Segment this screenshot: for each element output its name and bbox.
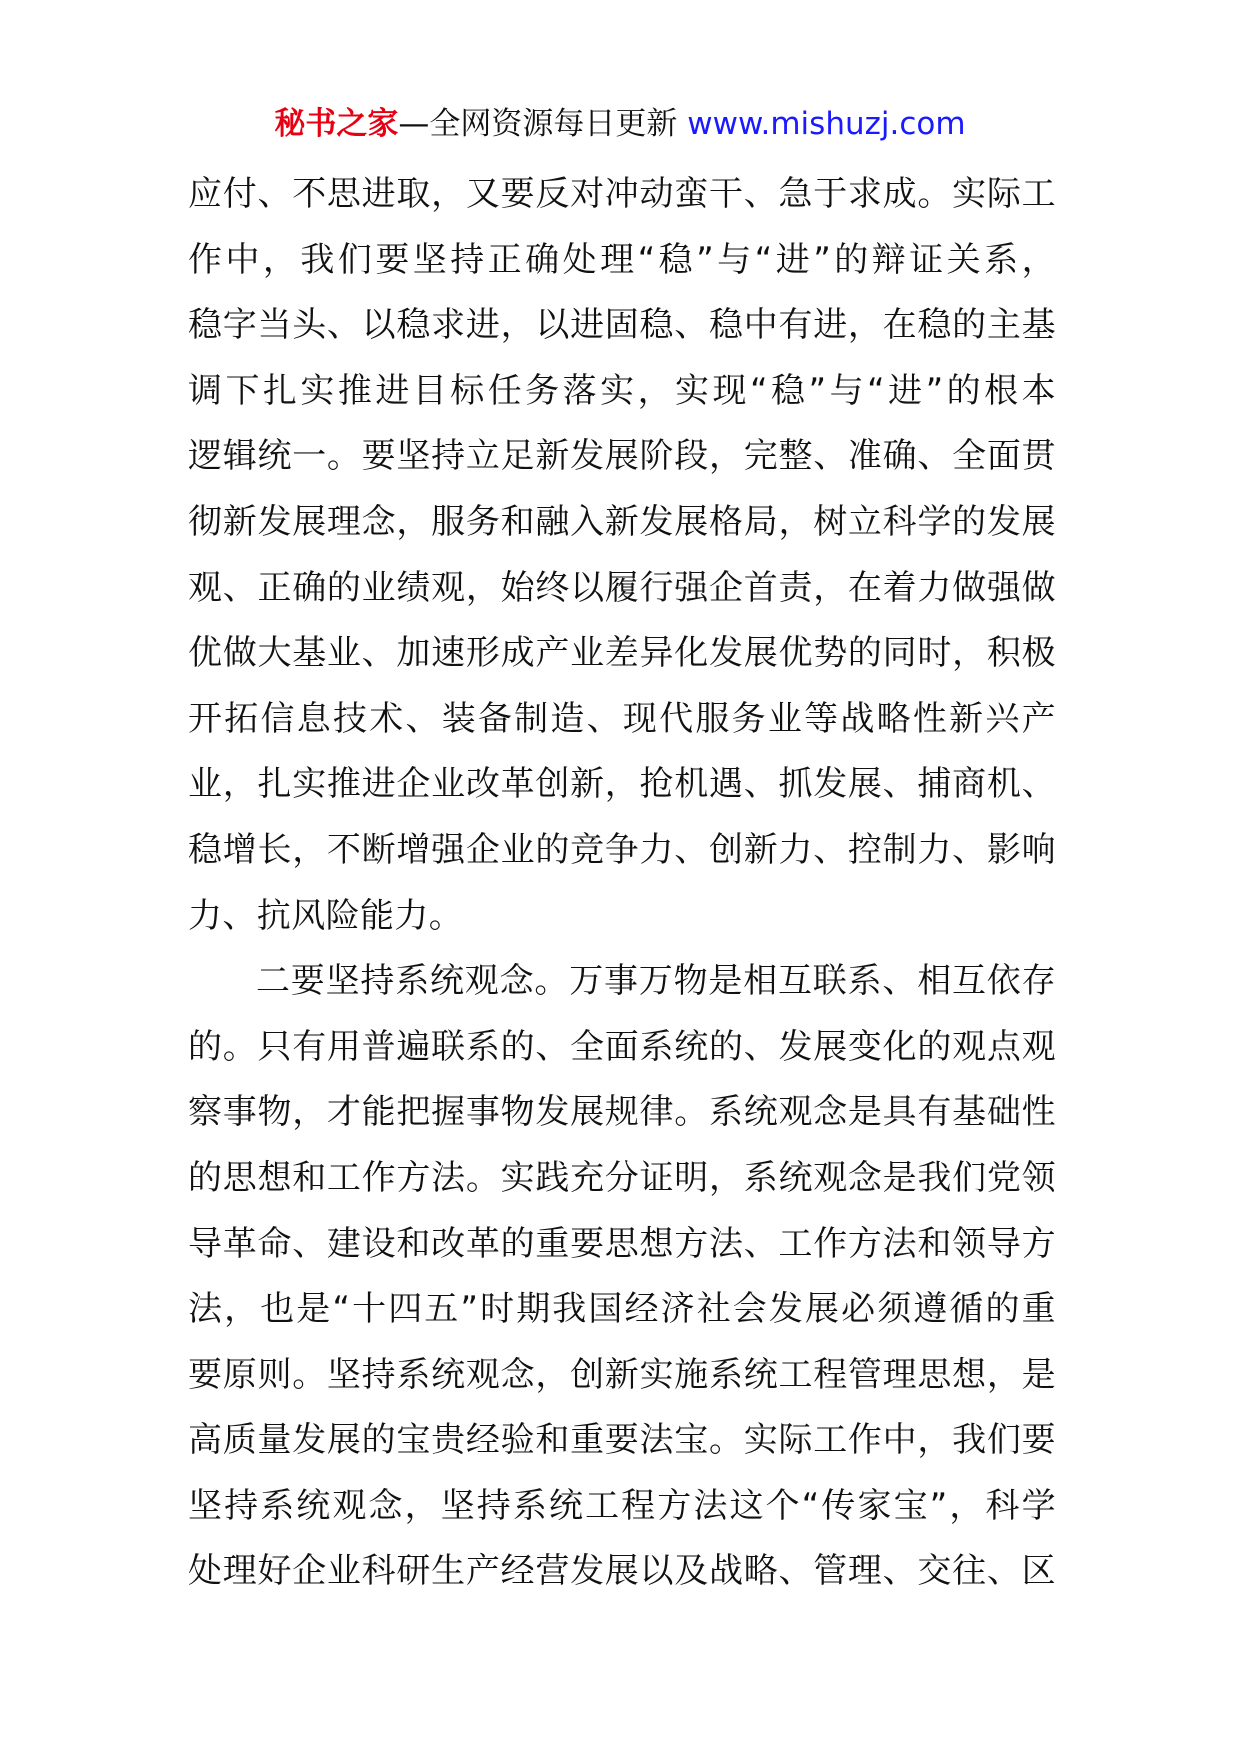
body-text (188, 162, 1056, 1605)
text-line: 高质量发展的宝贵经验和重要法宝。实际工作中，我们要 (188, 1420, 1056, 1461)
text-line: 调下扎实推进目标任务落实，实现“稳”与“进”的根本 (188, 370, 1056, 411)
text-line: 业，扎实推进企业改革创新，抢机遇、抓发展、捕商机、 (188, 764, 1056, 805)
text-line: 法，也是“十四五”时期我国经济社会发展必须遵循的重 (188, 1289, 1056, 1330)
text-line: 观、正确的业绩观，始终以履行强企首责，在着力做强做 (188, 567, 1056, 608)
header-brand: 秘书之家 (274, 106, 399, 142)
paragraph-2 (188, 949, 1056, 1605)
text-line: 要原则。坚持系统观念，创新实施系统工程管理思想，是 (188, 1354, 1056, 1395)
text-line: 应付、不思进取，又要反对冲动蛮干、急于求成。实际工 (188, 174, 1056, 214)
page-header (0, 104, 1240, 144)
text-line: 作中，我们要坚持正确处理“稳”与“进”的辩证关系， (188, 239, 1056, 280)
text-line: 逻辑统一。要坚持立足新发展阶段，完整、准确、全面贯 (188, 436, 1056, 477)
text-line: 的思想和工作方法。实践充分证明，系统观念是我们党领 (188, 1157, 1056, 1198)
text-line: 开拓信息技术、装备制造、现代服务业等战略性新兴产 (188, 698, 1056, 739)
text-line: 稳字当头、以稳求进，以进固稳、稳中有进，在稳的主基 (188, 305, 1056, 346)
header-url-link[interactable]: www.mishuzj.com (687, 106, 966, 142)
header-tagline: —全网资源每日更新 (398, 106, 688, 142)
text-line: 力、抗风险能力。 (188, 895, 464, 936)
text-line: 二要坚持系统观念。万事万物是相互联系、相互依存 (256, 961, 1056, 1002)
text-line: 处理好企业科研生产经营发展以及战略、管理、交往、区 (188, 1551, 1056, 1592)
text-line: 彻新发展理念，服务和融入新发展格局，树立科学的发展 (188, 501, 1056, 542)
text-line: 的。只有用普遍联系的、全面系统的、发展变化的观点观 (188, 1026, 1056, 1067)
text-line: 坚持系统观念，坚持系统工程方法这个“传家宝”，科学 (188, 1485, 1056, 1526)
text-line: 察事物，才能把握事物发展规律。系统观念是具有基础性 (188, 1092, 1056, 1133)
text-line: 导革命、建设和改革的重要思想方法、工作方法和领导方 (188, 1223, 1056, 1264)
text-line: 优做大基业、加速形成产业差异化发展优势的同时，积极 (188, 633, 1056, 674)
text-line: 稳增长，不断增强企业的竞争力、创新力、控制力、影响 (188, 829, 1056, 870)
paragraph-1 (188, 162, 1056, 949)
